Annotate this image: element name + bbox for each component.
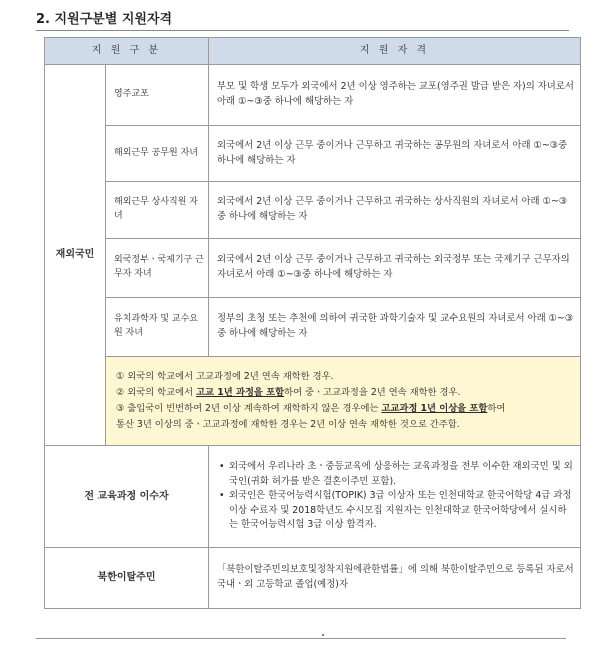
condition-2-text: ② 외국의 학교에서 xyxy=(116,387,197,399)
group-overseas-korean: 재외국민 xyxy=(45,65,106,446)
sub-category: 외국정부ㆍ국제기구 근무자 자녀 xyxy=(106,239,209,298)
bottom-divider xyxy=(36,638,566,639)
table-row xyxy=(45,239,581,298)
condition-3-text-end: 하여 xyxy=(487,403,506,414)
qualification-text: 외국에서 2년 이상 근무 중이거나 근무하고 귀국하는 외국정부 또는 국제기구 근무자의 자녀로서 아래 ①~③중 하나에 해당하는 자 xyxy=(209,239,581,298)
header-category: 지 원 구 분 xyxy=(45,38,209,65)
condition-2-emphasis: 고교 1년 과정을 포함 xyxy=(196,387,285,399)
qualification-text: 외국에서 2년 이상 근무 중이거나 근무하고 귀국하는 공무원의 자녀로서 아래 ①~③중 하나에 해당하는 자 xyxy=(209,126,581,182)
qualification-text: 정부의 초청 또는 추천에 의하여 귀국한 과학기술자 및 교수요원의 자녀로서 아래 ①~③중 하나에 해당하는 자 xyxy=(209,298,581,357)
sub-category: 해외근무 공무원 자녀 xyxy=(106,126,209,182)
group-north-korean-defector: 북한이탈주민 xyxy=(45,548,209,609)
conditions-note xyxy=(106,357,581,446)
title-underline xyxy=(36,30,569,31)
table-header xyxy=(45,38,581,65)
table-row xyxy=(45,182,581,239)
table-row xyxy=(45,65,581,126)
table-row xyxy=(45,126,581,182)
eligibility-table xyxy=(44,37,581,609)
condition-2-text-end: 하여 중ㆍ고교과정을 2년 연속 재학한 경우. xyxy=(284,387,461,399)
condition-3-continued: 통산 3년 이상의 중ㆍ고교과정에 재학한 경우는 2년 이상 연속 재학한 것으로 간주함. xyxy=(116,418,460,430)
list-item-text: 외국인은 한국어능력시험(TOPIK) 3급 이상자 또는 인천대학교 한국어학당 4급 과정 이상 수료자 및 2018학년도 수시모집 지원자는 인천대학교 한국어학당에서 실시하는 한국어능력시험 3급 이상 합격자. xyxy=(229,490,572,531)
scan-dot xyxy=(322,634,324,636)
section-title: 2. 지원구분별 지원자격 xyxy=(36,12,173,27)
condition-3-text: ③ 출입국이 빈번하여 2년 이상 계속하여 재학하지 않은 경우에는 xyxy=(116,403,382,414)
table-row xyxy=(45,298,581,357)
header-qualification: 지 원 자 격 xyxy=(209,38,581,65)
bullet-icon: • xyxy=(219,490,225,502)
sub-category: 영주교포 xyxy=(106,65,209,126)
qualification-text: 「북한이탈주민의보호및정착지원에관한법률」에 의해 북한이탈주민으로 등록된 자로서 국내ㆍ외 고등학교 졸업(예정)자 xyxy=(209,548,581,609)
sub-category: 유치과학자 및 교수요원 자녀 xyxy=(106,298,209,357)
table-row xyxy=(45,446,581,548)
list-item xyxy=(219,489,574,533)
table-row xyxy=(45,548,581,609)
sub-category: 해외근무 상사직원 자녀 xyxy=(106,182,209,239)
list-item-text: 외국에서 우리나라 초ㆍ중등교육에 상응하는 교육과정을 전부 이수한 재외국민 및 외국인(귀화 허가를 받은 결혼이주민 포함). xyxy=(229,461,573,487)
qualification-text: 부모 및 학생 모두가 외국에서 2년 이상 영주하는 교포(영주권 발급 받은 자)의 자녀로서 아래 ①~③중 하나에 해당하는 자 xyxy=(209,65,581,126)
condition-3-emphasis: 고교과정 1년 이상을 포함 xyxy=(381,403,488,414)
condition-1: ① 외국의 학교에서 고교과정에 2년 연속 재학한 경우. xyxy=(116,371,334,383)
qualification-text: 외국에서 2년 이상 근무 중이거나 근무하고 귀국하는 상사직원의 자녀로서 아래 ①~③중 하나에 해당하는 자 xyxy=(209,182,581,239)
bullet-icon: • xyxy=(219,461,225,473)
group-full-curriculum: 전 교육과정 이수자 xyxy=(45,446,209,548)
condition-3 xyxy=(116,401,570,417)
qualification-list xyxy=(209,446,581,548)
condition-2 xyxy=(116,385,570,401)
list-item xyxy=(219,460,574,489)
notes-row xyxy=(45,357,581,446)
